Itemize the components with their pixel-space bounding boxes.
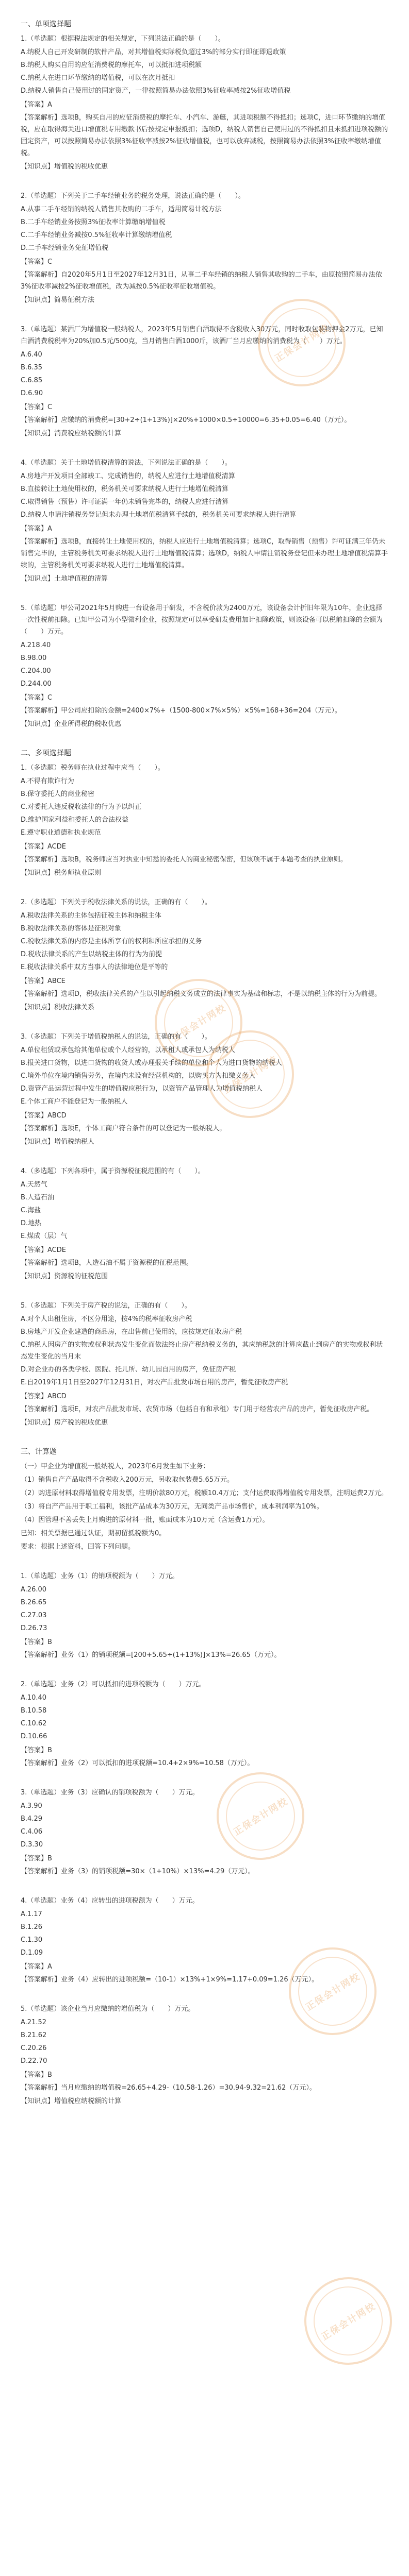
answer-option: A.纳税人自己开发研制的软件产品，对其增值税实际税负超过3%的部分实行即征即退政策 xyxy=(21,48,286,56)
question-text: 3.（多选题）下列关于增值税纳税人的说法，正确的有（ ）。 xyxy=(21,1033,211,1041)
section xyxy=(21,748,388,1429)
answer-label: 【答案】C xyxy=(21,694,53,702)
answer-label: 【答案】ACDE xyxy=(21,1246,66,1254)
answer-option: B.直接转让土地使用权的，税务机关可要求纳税人进行土地增值税清算 xyxy=(21,485,229,493)
section xyxy=(21,1446,388,2107)
question-text: 1.（单选题）业务（1）的销项税额为（ ）万元。 xyxy=(21,1572,179,1580)
question-text: 2.（多选题）下列关于税收法律关系的说法，正确的有（ ）。 xyxy=(21,899,211,906)
answer-label: 【答案】ACDE xyxy=(21,843,66,851)
answer-option: A.对个人出租住房，不区分用途，按4%的税率征收房产税 xyxy=(21,1315,192,1323)
answer-option: B.6.35 xyxy=(21,364,42,371)
answer-option: D.资管产品运营过程中发生的增值税应税行为，以资管产品管理人为增值税纳税人 xyxy=(21,1085,263,1093)
answer-option: E.自2019年1月1日至2027年12月31日，对农产品批发市场自用的房产，暂免征收房产税 xyxy=(21,1379,288,1386)
answer-option: C.纳税人在进口环节缴纳的增值税，可以在次月抵扣 xyxy=(21,74,175,82)
answer-option: C.204.00 xyxy=(21,667,51,675)
question-text: （一）甲企业为增值税一般纳税人，2023年6月发生如下业务： xyxy=(21,1463,210,1470)
answer-option: D.地热 xyxy=(21,1219,42,1227)
answer-analysis: 【答案解析】选项E，对农产品批发市场、农贸市场（包括自有和承租）专门用于经营农产品的房产，暂免征收房产税。 xyxy=(21,1405,374,1413)
answer-option: A.天然气 xyxy=(21,1181,47,1189)
answer-label: 【答案】A xyxy=(21,525,52,533)
answer-label: 【答案】ABCD xyxy=(21,1112,67,1120)
answer-option: A.1.17 xyxy=(21,1910,42,1918)
question-text: 4.（单选题）关于土地增值税清算的说法，下列说法正确的是（ ）。 xyxy=(21,459,232,467)
answer-option: D.6.90 xyxy=(21,389,43,397)
answer-option: E.煤成（层）气 xyxy=(21,1232,68,1240)
question-block xyxy=(21,1165,388,1282)
answer-option: B.保守委托人的商业秘密 xyxy=(21,790,95,798)
answer-option: A.26.00 xyxy=(21,1586,47,1594)
question-block xyxy=(21,190,388,306)
question-block xyxy=(21,1787,388,1877)
question-block xyxy=(21,1461,388,1553)
watermark-stamp: 正保会计网校 xyxy=(138,962,259,1083)
answer-option: A.税收法律关系的主体包括征税主体和纳税主体 xyxy=(21,912,161,920)
answer-option: D.纳税人销售自己使用过的固定资产，一律按照简易办法依照3%征收率减按2%征收增值税 xyxy=(21,87,291,95)
answer-option: B.税收法律关系的客体是征税对象 xyxy=(21,925,122,933)
watermark-stamp: 正保会计网校 xyxy=(241,282,362,403)
question-block xyxy=(21,33,388,173)
answer-analysis: 【答案解析】选项E，个体工商户符合条件的可以登记为一般纳税人。 xyxy=(21,1125,226,1132)
answer-option: E.遵守职业道德和执业规范 xyxy=(21,829,101,837)
question-block xyxy=(21,1300,388,1429)
answer-option: B.纳税人购买自用的应征消费税的摩托车，可以抵扣进项税额 xyxy=(21,61,202,69)
answer-label: 【答案】B xyxy=(21,2071,52,2079)
answer-option: D.1.09 xyxy=(21,1949,43,1957)
answer-option: D.二手车经销业务免征增值税 xyxy=(21,244,109,252)
answer-analysis: 【答案解析】自2020年5月1日至2027年12月31日，从事二手车经销的纳税人销售其收购的二手车，由原按照简易办法依3%征收率减按2%征收增值税，改为减按0.5%征收率征收增值税。 xyxy=(21,271,382,291)
answer-option: A.房地产开发项目全部竣工、完成销售的，纳税人应进行土地增值税清算 xyxy=(21,472,235,480)
answer-option: D.244.00 xyxy=(21,680,52,688)
answer-analysis: 【答案解析】业务（4）应转出的进项税额=（10-1）×13%+1×9%=1.17+0.09=1.26（万元）。 xyxy=(21,1976,319,1984)
knowledge-point: 【知识点】消费税应纳税额的计算 xyxy=(21,430,122,437)
watermark-stamp: 正保会计网校 xyxy=(190,1014,310,1134)
question-text: 2.（单选题）业务（2）可以抵扣的进项税额为（ ）万元。 xyxy=(21,1681,206,1688)
question-block xyxy=(21,324,388,439)
knowledge-point: 【知识点】资源税的征税范围 xyxy=(21,1273,108,1280)
answer-option: C.纳税人因房产的实物或权利状态发生变化而依法终止房产税纳税义务的，其应纳税款的计算应截止到房产的实物或权利状态发生变化的当月末 xyxy=(21,1341,383,1361)
question-text: 5.（多选题）下列关于房产税的说法，正确的有（ ）。 xyxy=(21,1302,191,1310)
answer-analysis: 【答案解析】选项B，购买自用的应征消费税的摩托车、小汽车、游艇，其进项税额不得抵扣；选项C，进口环节缴纳的增值税，应在取得海关进口增值税专用缴款书后按规定申报抵扣；选项D，纳税人销售自己使用过的不得抵扣且未抵扣进项税额的固定资产，可以按照简易办法依照3%征收率减按2%征收增值税，也可以放弃减税，按照简易办法依照3%征收率缴纳增值税。 xyxy=(21,114,388,157)
answer-option: D.对企业办的各类学校、医院、托儿所、幼儿园自用的房产，免征房产税 xyxy=(21,1366,236,1374)
question-block xyxy=(21,762,388,879)
question-block xyxy=(21,1570,388,1661)
knowledge-point: 【知识点】房产税的税收优惠 xyxy=(21,1419,108,1427)
knowledge-point: 【知识点】土地增值税的清算 xyxy=(21,575,108,583)
answer-option: C.二手车经销业务减按0.5%征收率计算缴纳增值税 xyxy=(21,231,172,239)
question-block xyxy=(21,1895,388,1986)
answer-analysis: 【答案解析】选项B，税务师应当对执业中知悉的委托人的商业秘密保密，但该项不属于本题考查的执业原则。 xyxy=(21,856,347,863)
answer-option: D.26.73 xyxy=(21,1624,47,1632)
section-title: 三、计算题 xyxy=(21,1448,57,1456)
answer-analysis: 【答案解析】选项B，人造石油不属于资源税的征税范围。 xyxy=(21,1259,193,1267)
answer-label: 【答案】C xyxy=(21,403,53,411)
answer-option: B.26.65 xyxy=(21,1599,47,1606)
answer-option: C.海盐 xyxy=(21,1207,41,1214)
question-text: 5.（单选题）该企业当月应缴纳的增值税为（ ）万元。 xyxy=(21,2005,195,2013)
answer-label: 【答案】B xyxy=(21,1638,52,1646)
answer-label: 【答案】C xyxy=(21,258,53,266)
question-text: 3.（单选题）某酒厂为增值税一般纳税人，2023年5月销售白酒取得不含税收入30万元，同时收取包装物押金2万元，已知白酒消费税税率为20%加0.5元/500克，当月销售白酒1000斤，该酒厂当月应缴纳的消费税为（ ）万元。 xyxy=(21,326,383,345)
answer-option: A.不得有欺诈行为 xyxy=(21,777,74,785)
question-text: 3.（单选题）业务（3）应确认的销项税额为（ ）万元。 xyxy=(21,1789,199,1797)
answer-option: E.个体工商户不能登记为一般纳税人 xyxy=(21,1098,128,1106)
question-block xyxy=(21,1031,388,1148)
answer-option: C.6.85 xyxy=(21,377,43,384)
answer-analysis: 【答案解析】业务（2）可以抵扣的进项税额=10.4+2×9%=10.58（万元）。 xyxy=(21,1759,254,1767)
answer-option: D.10.66 xyxy=(21,1733,47,1740)
answer-option: C.20.26 xyxy=(21,2044,47,2052)
question-block xyxy=(21,457,388,585)
knowledge-point: 【知识点】企业所得税的税收优惠 xyxy=(21,720,122,728)
knowledge-point: 【知识点】简易征税方法 xyxy=(21,296,95,304)
answer-option: C.对委托人违反税收法律的行为予以纠正 xyxy=(21,803,142,811)
answer-option: D.22.70 xyxy=(21,2057,47,2065)
question-text: 要求：根据上述资料，回答下列问题。 xyxy=(21,1543,135,1551)
answer-label: 【答案】ABCD xyxy=(21,1393,67,1400)
answer-option: B.人造石油 xyxy=(21,1194,55,1201)
answer-option: C.4.06 xyxy=(21,1828,43,1836)
answer-option: B.98.00 xyxy=(21,654,47,662)
answer-option: B.1.26 xyxy=(21,1923,42,1931)
answer-option: A.从事二手车经销的纳税人销售其收购的二手车，适用简易计税方法 xyxy=(21,206,222,213)
answer-analysis: 【答案解析】当月应缴纳的增值税=26.65+4.29-（10.58-1.26）=30.94-9.32=21.62（万元）。 xyxy=(21,2084,316,2092)
section-title: 一、单项选择题 xyxy=(21,20,71,28)
knowledge-point: 【知识点】税收法律关系 xyxy=(21,1004,95,1011)
answer-option: B.10.58 xyxy=(21,1707,47,1715)
answer-option: A.21.52 xyxy=(21,2019,47,2026)
answer-label: 【答案】B xyxy=(21,1855,52,1862)
answer-analysis: 【答案解析】业务（1）的销项税额=[200+5.65÷(1+13%)]×13%=26.65（万元）。 xyxy=(21,1651,281,1659)
section xyxy=(21,19,388,730)
question-text: 1.（多选题）税务师在执业过程中应当（ ）。 xyxy=(21,764,165,772)
answer-analysis: 【答案解析】选项B，直接转让土地使用权的，纳税人应进行土地增值税清算；选项C，取得销售（预售）许可证满三年仍未销售完毕的，主管税务机关可要求纳税人进行土地增值税清算；选项D，纳税人申请注销税务登记但未办理土地增值税清算手续的，主管税务机关可要求纳税人进行土地增值税清算。 xyxy=(21,538,388,569)
answer-option: A.6.40 xyxy=(21,351,42,359)
question-text: 已知：相关票据已通过认证，期初留抵税额为0。 xyxy=(21,1530,166,1537)
answer-analysis: 【答案解析】业务（3）的销项税额=30×（1+10%）×13%=4.29（万元）。 xyxy=(21,1868,255,1875)
knowledge-point: 【知识点】增值税纳税人 xyxy=(21,1138,95,1146)
answer-option: C.10.62 xyxy=(21,1720,47,1727)
knowledge-point: 【知识点】税务师执业原则 xyxy=(21,869,102,877)
question-block xyxy=(21,2003,388,2107)
answer-option: A.10.40 xyxy=(21,1694,47,1702)
answer-option: E.税收法律关系中双方当事人的法律地位是平等的 xyxy=(21,963,168,971)
answer-option: B.二手车经销业务按照3%征收率计算缴纳增值税 xyxy=(21,218,166,226)
watermark-stamp: 正保会计网校 xyxy=(288,2261,408,2381)
answer-option: D.税收法律关系的产生以纳税主体的行为为前提 xyxy=(21,951,162,958)
answer-option: B.21.62 xyxy=(21,2031,47,2039)
question-text: 5.（单选题）甲公司2021年5月购进一台设备用于研发，不含税价款为2400万元，该设备会计折旧年限为10年，企业选择一次性税前扣除。已知甲公司为小型微利企业，按照规定可以享受研发费用加计扣除政策，则该设备可以税前扣除的金额为（ ）万元。 xyxy=(21,604,383,636)
answer-analysis: 【答案解析】选项D，税收法律关系的产生以引起纳税义务成立的法律事实为基础和标志，不是以纳税主体的行为为前提。 xyxy=(21,990,382,998)
knowledge-point: 【知识点】增值税应纳税额的计算 xyxy=(21,2097,122,2105)
answer-option: C.27.03 xyxy=(21,1612,47,1619)
answer-option: B.报关进口货物，以进口货物的收货人或办理报关手续的单位和个人为进口货物的纳税人 xyxy=(21,1059,283,1067)
question-text: （2）购进原材料取得增值税专用发票，注明价款80万元，税额10.4万元；支付运费取得增值税专用发票，注明运费2万元。 xyxy=(21,1489,388,1497)
answer-option: B.房地产开发企业建造的商品房，在出售前已使用的，应按规定征收房产税 xyxy=(21,1328,242,1336)
answer-label: 【答案】A xyxy=(21,1963,52,1971)
question-text: 1.（单选题）根据税法规定的相关规定，下列说法正确的是（ ）。 xyxy=(21,35,225,43)
question-text: （4）因管理不善丢失上月购进的原材料一批，账面成本为10万元（含运费1万元）。 xyxy=(21,1516,269,1524)
section-title: 二、多项选择题 xyxy=(21,749,71,757)
question-text: （3）将自产产品用于职工福利，该批产品成本为30万元，无同类产品市场售价，成本利润率为10%。 xyxy=(21,1503,323,1511)
answer-option: A.单位租赁或承包给其他单位或个人经营的，以承租人或承包人为纳税人 xyxy=(21,1046,235,1054)
answer-option: A.218.40 xyxy=(21,641,51,649)
question-block xyxy=(21,1679,388,1769)
question-text: （1）销售自产产品取得不含税收入200万元，另收取包装费5.65万元。 xyxy=(21,1476,234,1484)
question-text: 4.（单选题）业务（4）应转出的进项税额为（ ）万元。 xyxy=(21,1897,199,1905)
watermark-stamp: 正保会计网校 xyxy=(272,1931,393,2052)
answer-option: D.维护国家利益和委托人的合法权益 xyxy=(21,816,129,824)
answer-option: C.境外单位在境内销售劳务，在境内未设有经营机构的，以购买方为扣缴义务人 xyxy=(21,1072,256,1080)
answer-option: A.3.90 xyxy=(21,1802,42,1810)
question-block xyxy=(21,602,388,730)
answer-analysis: 【答案解析】甲公司应扣除的金额=2400×7%+（1500-800×7%×5%）×5%=168+36=204（万元）。 xyxy=(21,707,341,715)
answer-option: D.3.30 xyxy=(21,1841,43,1849)
answer-analysis: 【答案解析】应缴纳的消费税=[30+2÷(1+13%)]×20%+1000×0.5÷10000=6.35+0.05=6.40（万元）。 xyxy=(21,416,351,424)
answer-option: C.取得销售（预售）许可证满一年仍未销售完毕的，纳税人应进行清算 xyxy=(21,498,229,506)
answer-label: 【答案】A xyxy=(21,101,52,109)
answer-option: B.4.29 xyxy=(21,1815,42,1823)
answer-option: D.纳税人申请注销税务登记但未办理土地增值税清算手续的，税务机关可要求纳税人进行清算 xyxy=(21,511,297,519)
watermark-stamp: 正保会计网校 xyxy=(200,1756,321,1876)
answer-label: 【答案】ABCE xyxy=(21,977,66,985)
knowledge-point: 【知识点】增值税的税收优惠 xyxy=(21,163,108,171)
answer-label: 【答案】B xyxy=(21,1747,52,1754)
question-text: 2.（单选题）下列关于二手车经销业务的税务处理，说法正确的是（ ）。 xyxy=(21,192,245,200)
question-block xyxy=(21,896,388,1013)
answer-option: C.1.30 xyxy=(21,1936,43,1944)
question-text: 4.（多选题）下列各项中，属于资源税征税范围的有（ ）。 xyxy=(21,1167,205,1175)
answer-option: C.税收法律关系的内容是主体所享有的权利和所应承担的义务 xyxy=(21,938,202,945)
